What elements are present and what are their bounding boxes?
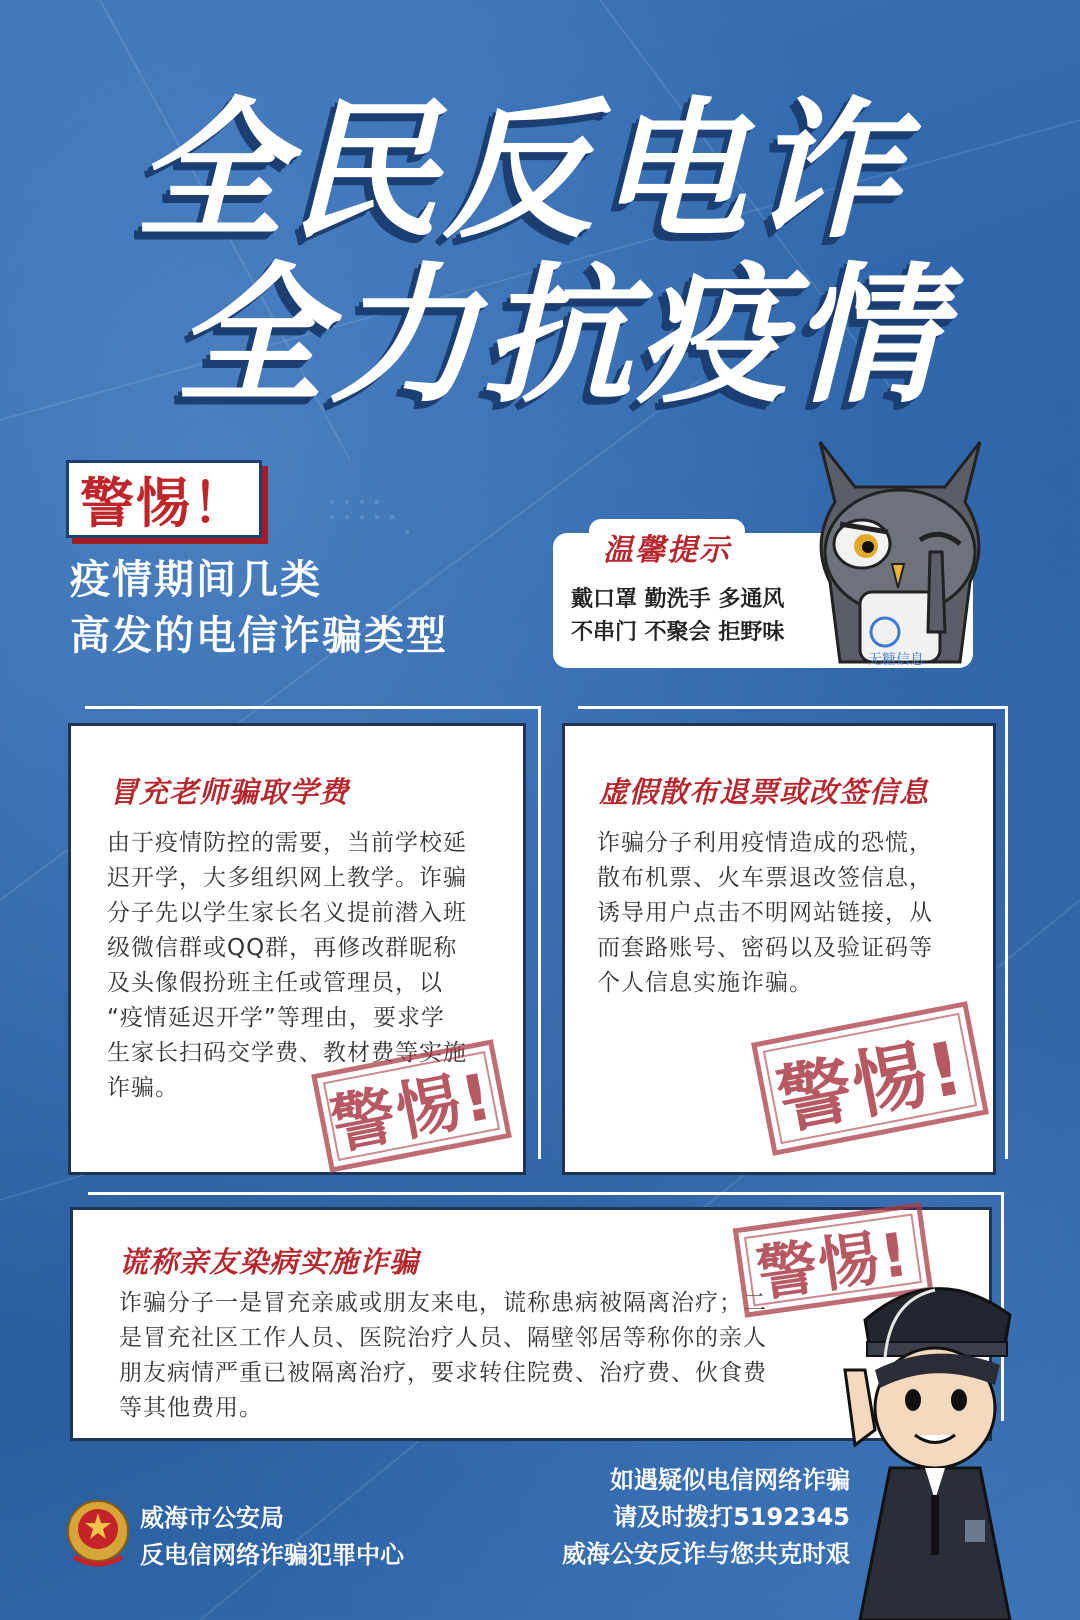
notice-line-1: 如遇疑似电信网络诈骗 — [610, 1466, 850, 1494]
card-body — [119, 1286, 767, 1426]
card-body-line: 分子先以学生家长名义提前潜入班 — [107, 900, 467, 926]
headline-line-2: 全力抗疫情 — [174, 250, 945, 424]
subtitle — [70, 552, 448, 664]
card-title: 虚假散布退票或改签信息 — [599, 775, 930, 809]
tip-text — [571, 583, 784, 649]
tip-title: 温馨提示 — [589, 519, 745, 573]
headline-line-1: 全民反电诈 — [134, 85, 905, 259]
card-body-line: 个人信息实施诈骗。 — [597, 970, 813, 996]
card-body-line: “疫情延迟开学”等理由，要求学 — [107, 1005, 445, 1031]
card-body-line: 朋友病情严重已被隔离治疗，要求转住院费、治疗费、伙食费 — [119, 1360, 767, 1386]
card-body-line: 散布机票、火车票退改签信息， — [597, 865, 933, 891]
card-body-line: 生家长扫码交学费、教材费等实施 — [107, 1040, 467, 1066]
tip-brand: 无糖信息 — [868, 652, 924, 668]
card-title: 冒充老师骗取学费 — [109, 775, 350, 809]
org-line-1: 威海市公安局 — [140, 1504, 284, 1532]
card-body-line: 迟开学，大多组织网上教学。诈骗 — [107, 865, 467, 891]
notice-line-2: 请及时拨打5192345 — [613, 1503, 850, 1531]
org-line-2: 反电信网络诈骗犯罪中心 — [140, 1541, 404, 1569]
warning-stamp: 警惕! — [311, 1039, 512, 1172]
subtitle-line-2: 高发的电信诈骗类型 — [70, 613, 448, 659]
police-officer-icon — [835, 1260, 1035, 1620]
card-body-line: 而套路账号、密码以及验证码等 — [597, 935, 933, 961]
card-body-line: 由于疫情防控的需要，当前学校延 — [107, 830, 467, 856]
owl-mascot-icon — [800, 432, 1000, 672]
subtitle-line-1: 疫情期间几类 — [70, 557, 322, 603]
card-title: 谎称亲友染病实施诈骗 — [119, 1245, 420, 1279]
warning-label-box — [66, 460, 262, 538]
card-body — [597, 826, 933, 1001]
card-body-line: 诈骗分子一是冒充亲戚或朋友来电，谎称患病被隔离治疗；二 — [119, 1290, 767, 1316]
card-body-line: 级微信群或QQ群，再修改群昵称 — [107, 935, 458, 961]
card-body-line: 诈骗。 — [107, 1075, 179, 1101]
notice-line-3: 威海公安反诈与您共克时艰 — [562, 1540, 850, 1568]
tip-line-1: 戴口罩 勤洗手 多通风 — [571, 587, 785, 612]
card-body-line: 诈骗分子利用疫情造成的恐慌， — [597, 830, 933, 856]
warning-label: 警惕！ — [80, 471, 248, 535]
card-body-line: 等其他费用。 — [119, 1395, 263, 1421]
card-body-line: 是冒充社区工作人员、医院治疗人员、隔壁邻居等称你的亲人 — [119, 1325, 767, 1351]
warning-stamp: 警惕! — [733, 1202, 934, 1318]
warning-stamp: 警惕! — [751, 1001, 989, 1156]
tip-line-2: 不串门 不聚会 拒野味 — [571, 620, 785, 645]
card-ticket-fraud — [562, 723, 996, 1175]
card-body-line: 及头像假扮班主任或管理员，以 — [107, 970, 443, 996]
footer-notice — [562, 1462, 850, 1573]
footer-organization — [140, 1500, 404, 1574]
card-body-line: 诱导用户点击不明网站链接，从 — [597, 900, 933, 926]
police-emblem-icon — [64, 1497, 132, 1569]
card-teacher-fraud — [68, 723, 526, 1175]
